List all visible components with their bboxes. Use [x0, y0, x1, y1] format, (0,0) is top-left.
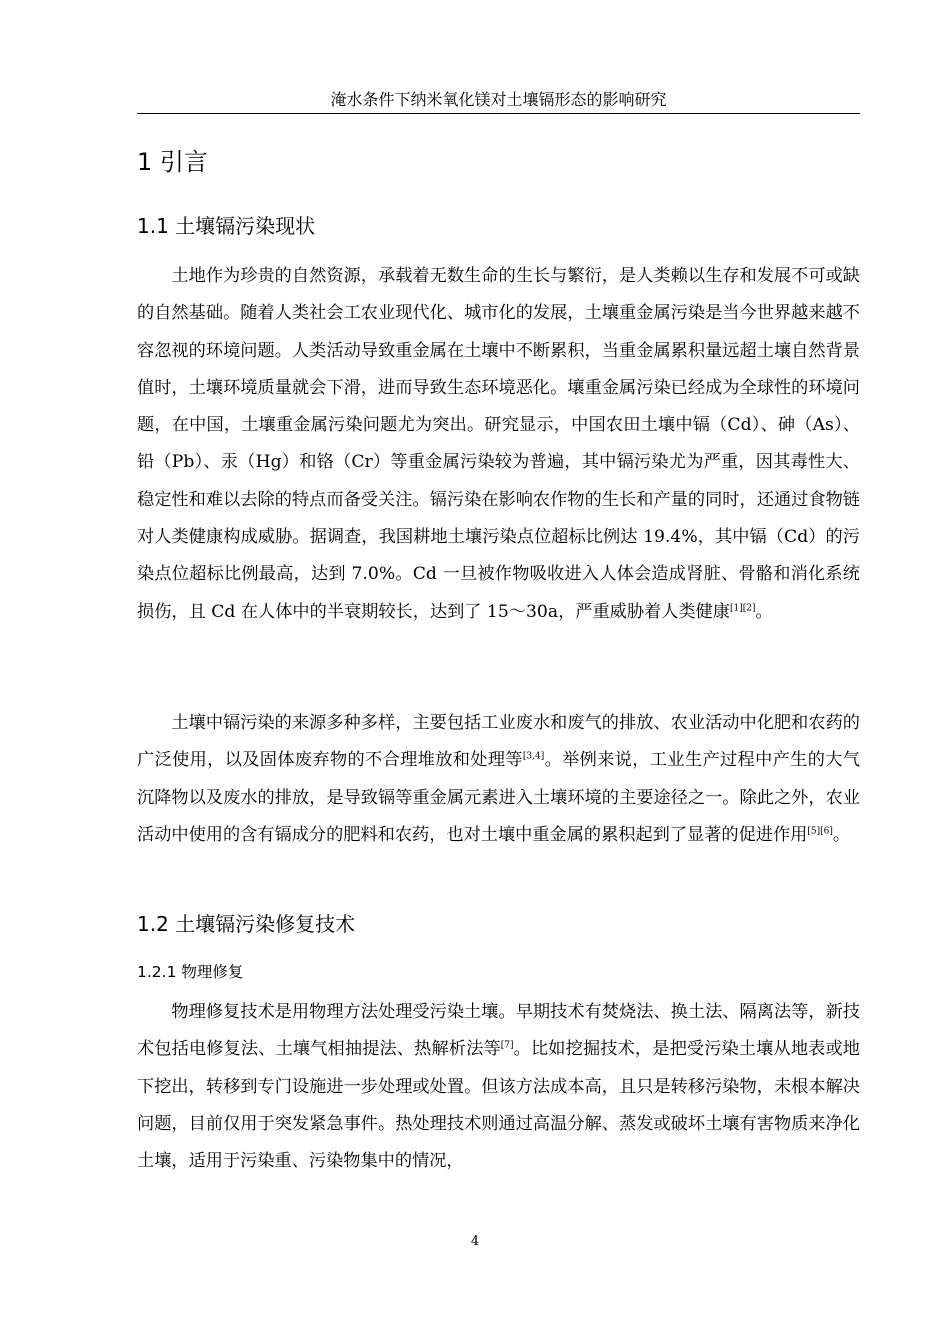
section-title-1-2: 1.2 土壤镉污染修复技术 [137, 912, 356, 936]
paragraph-1-2-1-a [137, 994, 860, 1180]
subsection-title-1-2-1: 1.2.1 物理修复 [137, 963, 244, 981]
paragraph-1-1-b [137, 705, 860, 854]
paragraph-end: 。 [832, 824, 851, 845]
page-number: 4 [470, 1234, 480, 1249]
section-title-1-1: 1.1 土壤镉污染现状 [137, 214, 316, 238]
paragraph-text: 土地作为珍贵的自然资源，承载着无数生命的生长与繁衍，是人类赖以生存和发展不可或缺的自然基础。随着人类社会工农业现代化、城市化的发展，土壤重金属污染是当今世界越来越不容忽视的环境问题。人类活动导致重金属在土壤中不断累积，当重金属累积量远超土壤自然背景值时，土壤环境质量就会下滑，进而导致生态环境恶化。壤重金属污染已经成为全球性的环境问题，在中国，土壤重金属污染问题尤为突出。研究显示，中国农田土壤中镉（Cd）、砷（As）、铅（Pb）、汞（Hg）和铬（Cr）等重金属污染较为普遍，其中镉污染尤为严重，因其毒性大、稳定性和难以去除的特点而备受关注。镉污染在影响农作物的生长和产量的同时，还通过食物链对人类健康构成威胁。据调查，我国耕地土壤污染点位超标比例达 19.4%，其中镉（Cd）的污染点位超标比例最高，达到 7.0%。Cd 一旦被作物吸收进入人体会造成肾脏、骨骼和消化系统损伤，且 Cd 在人体中的半衰期较长，达到了 15～30a，严重威胁着人类健康 [137, 266, 860, 622]
chapter-title: 1 引言 [137, 148, 208, 176]
paragraph-text: 。举例来说，工业生产过程中产生的大气沉降物以及废水的排放，是导致镉等重金属元素进入土壤环境的主要途径之一。除此之外，农业活动中使用的含有镉成分的肥料和农药，也对土壤中重金属的累积起到了显著的促进作用 [137, 750, 860, 845]
paragraph-1-1-a [137, 258, 860, 631]
paragraph-text: 土壤中镉污染的来源多种多样，主要包括工业废水和废气的排放、农业活动中化肥和农药的广泛使用，以及固体废弃物的不合理堆放和处理等 [137, 713, 860, 771]
citation: [7] [500, 1040, 514, 1051]
citation: [5][6] [807, 826, 833, 837]
paragraph-end: 。 [755, 601, 773, 622]
running-header: 淹水条件下纳米氧化镁对土壤镉形态的影响研究 [330, 90, 667, 109]
paragraph-text: 物理修复技术是用物理方法处理受污染土壤。早期技术有焚烧法、换土法、隔离法等，新技术包括电修复法、土壤气相抽提法、热解析法等 [137, 1002, 860, 1060]
header-rule [137, 113, 860, 114]
citation: [1][2] [729, 602, 756, 613]
paragraph-text: 。比如挖掘技术，是把受污染土壤从地表或地下挖出，转移到专门设施进一步处理或处置。但该方法成本高，且只是转移污染物，未根本解决问题，目前仅用于突发紧急事件。热处理技术则通过高温分解、蒸发或破坏土壤有害物质来净化土壤，适用于污染重、污染物集中的情况， [137, 1039, 860, 1172]
citation: [3,4] [522, 751, 545, 762]
